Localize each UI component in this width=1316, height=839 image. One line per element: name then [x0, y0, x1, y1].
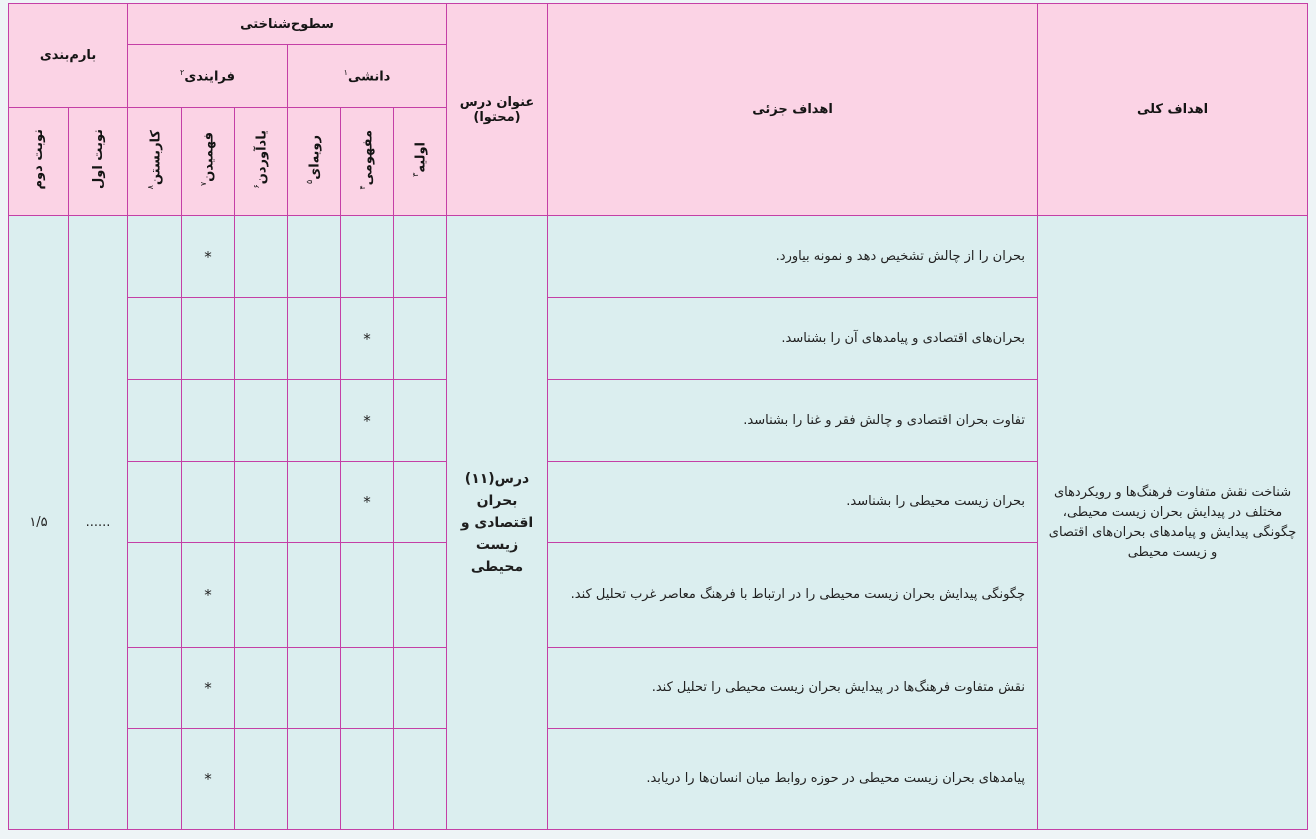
understanding-cell: * — [182, 216, 235, 298]
first-term-header — [69, 108, 128, 216]
recall-cell — [235, 462, 288, 543]
initial-cell — [394, 462, 447, 543]
conceptual-cell: * — [341, 380, 394, 462]
scoring-header — [9, 4, 128, 108]
understanding-cell — [182, 462, 235, 543]
conceptual-cell: * — [341, 462, 394, 543]
applying-header — [128, 108, 182, 216]
detailed-goals-header — [548, 4, 1038, 216]
scoring-header-label: بارم‌بندی — [39, 48, 97, 63]
applying-footnote: ۸ — [145, 184, 155, 190]
applying-label: کاربستن — [148, 129, 164, 185]
understanding-cell: * — [182, 543, 235, 648]
procedural-cell — [288, 216, 341, 298]
objective-cell: بحران را از چالش تشخیص دهد و نمونه بیاورد. — [548, 216, 1038, 298]
applying-cell — [128, 648, 182, 729]
objective-cell: نقش متفاوت فرهنگ‌ها در پیدایش بحران زیست محیطی را تحلیل کند. — [548, 648, 1038, 729]
applying-cell — [128, 729, 182, 830]
lesson-title-cell: درس(۱۱) بحران اقتصادی و زیست محیطی — [447, 216, 548, 830]
initial-header — [394, 108, 447, 216]
initial-cell — [394, 380, 447, 462]
first-term-label: نوبت اول — [90, 129, 106, 190]
understanding-header — [182, 108, 235, 216]
recall-label: یادآوردن — [254, 130, 270, 185]
process-label: فرایندی — [184, 69, 235, 85]
initial-cell — [394, 648, 447, 729]
understanding-cell: * — [182, 729, 235, 830]
general-goals-header — [1038, 4, 1308, 216]
cognitive-levels-label: سطوح‌شناختی — [240, 16, 334, 32]
applying-cell — [128, 543, 182, 648]
objective-cell: چگونگی پیدایش بحران زیست محیطی را در ارتباط با فرهنگ معاصر غرب تحلیل کند. — [548, 543, 1038, 648]
procedural-cell — [288, 298, 341, 380]
knowledge-footnote: ۱ — [343, 67, 348, 77]
understanding-cell — [182, 298, 235, 380]
initial-cell — [394, 298, 447, 380]
understanding-cell — [182, 380, 235, 462]
process-footnote: ۲ — [180, 67, 185, 77]
conceptual-header — [341, 108, 394, 216]
understanding-label-wrap — [199, 132, 216, 186]
lesson-objectives-table — [8, 3, 1308, 830]
recall-cell — [235, 648, 288, 729]
knowledge-label: دانشی — [347, 69, 391, 85]
recall-header — [235, 108, 288, 216]
conceptual-label-wrap — [358, 130, 375, 190]
recall-cell — [235, 729, 288, 830]
objective-cell: بحران زیست محیطی را بشناسد. — [548, 462, 1038, 543]
lesson-title-header — [447, 4, 548, 216]
second-term-score: ۱/۵ — [9, 216, 69, 830]
initial-label: اولیه — [413, 142, 429, 173]
applying-cell — [128, 216, 182, 298]
conceptual-footnote: ۴ — [358, 185, 368, 190]
recall-cell — [235, 298, 288, 380]
applying-label-wrap — [146, 130, 163, 189]
procedural-header — [288, 108, 341, 216]
first-term-score: ...... — [69, 216, 128, 830]
knowledge-header — [288, 45, 447, 108]
cognitive-levels-header — [128, 4, 447, 45]
understanding-footnote: ۷ — [199, 182, 209, 187]
conceptual-cell — [341, 729, 394, 830]
objective-cell: بحران‌های اقتصادی و پیامدهای آن را بشناسد. — [548, 298, 1038, 380]
applying-cell — [128, 380, 182, 462]
recall-cell — [235, 543, 288, 648]
understanding-cell: * — [182, 648, 235, 729]
procedural-cell — [288, 648, 341, 729]
procedural-label-wrap — [305, 135, 322, 184]
conceptual-cell — [341, 543, 394, 648]
initial-cell — [394, 216, 447, 298]
procedural-cell — [288, 462, 341, 543]
conceptual-cell: * — [341, 298, 394, 380]
process-header — [128, 45, 288, 108]
lesson-title-label: عنوان درس — [459, 94, 535, 110]
understanding-label: فهمیدن — [201, 132, 217, 183]
procedural-footnote: ۵ — [305, 179, 315, 184]
second-term-label: نوبت دوم — [31, 129, 46, 190]
objective-cell: تفاوت بحران اقتصادی و چالش فقر و غنا را بشناسد. — [548, 380, 1038, 462]
initial-cell — [394, 729, 447, 830]
procedural-cell — [288, 729, 341, 830]
initial-footnote: ۳ — [411, 172, 421, 177]
second-term-header — [9, 108, 69, 216]
recall-cell — [235, 216, 288, 298]
procedural-cell — [288, 543, 341, 648]
general-goals-label: اهداف کلی — [1136, 102, 1209, 117]
conceptual-label: مفهومی — [360, 129, 376, 186]
lesson-title-sub-label: (محتوا) — [473, 109, 521, 125]
recall-footnote: ۶ — [252, 184, 262, 189]
objective-cell: پیامدهای بحران زیست محیطی در حوزه روابط میان انسان‌ها را دریابد. — [548, 729, 1038, 830]
procedural-label: رویه‌ای — [307, 135, 323, 180]
applying-cell — [128, 462, 182, 543]
initial-label-wrap — [411, 142, 428, 177]
conceptual-cell — [341, 648, 394, 729]
initial-cell — [394, 543, 447, 648]
table-row — [9, 216, 1308, 298]
applying-cell — [128, 298, 182, 380]
procedural-cell — [288, 380, 341, 462]
recall-label-wrap — [252, 130, 269, 189]
recall-cell — [235, 380, 288, 462]
general-goal-cell: شناخت نقش متفاوت فرهنگ‌ها و رویکردهای مختلف در پیدایش بحران زیست محیطی، چگونگی پیدایش و پیامدهای بحران‌های اقتصای و زیست محیطی — [1038, 216, 1308, 830]
conceptual-cell — [341, 216, 394, 298]
detailed-goals-label: اهداف جزئی — [752, 102, 833, 117]
